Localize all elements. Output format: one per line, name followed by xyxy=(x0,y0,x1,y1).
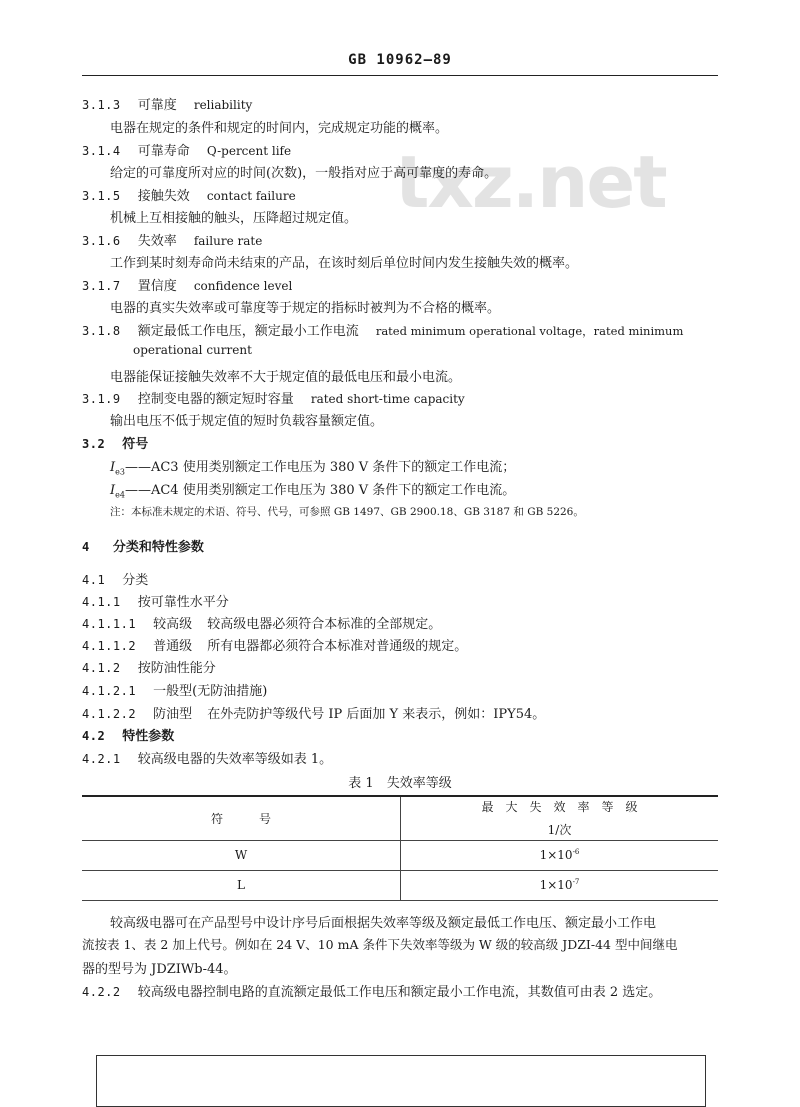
term-en: reliability xyxy=(193,98,253,112)
term-cn: 置信度 xyxy=(137,279,177,294)
table-caption: 表 1 失效率等级 xyxy=(348,776,452,791)
section-text: 较高级电器的失效率等级如表 1。 xyxy=(137,752,333,767)
next-table-frame xyxy=(96,1055,706,1107)
level-text: 所有电器都必须符合本标准对普通级的规定。 xyxy=(207,639,468,654)
symbol-ie4 xyxy=(110,479,515,500)
definition-3-1-6: 工作到某时刻寿命尚未结束的产品，在该时刻后单位时间内发生接触失效的概率。 xyxy=(110,256,579,271)
level-text: 较高级电器必须符合本标准的全部规定。 xyxy=(207,617,442,632)
paragraph-line-2: 流按表 1、表 2 加上代号。例如在 24 V、10 mA 条件下失效率等级为 W 级的较高级 JDZI-44 型中间继电 xyxy=(82,937,678,952)
section-number: 3.1.5 xyxy=(82,189,121,203)
section-number: 3.1.6 xyxy=(82,234,121,248)
term-en: Q-percent life xyxy=(206,144,292,158)
term-en: rated minimum operational voltage，rated minimum xyxy=(375,324,684,338)
term-en: failure rate xyxy=(193,234,263,248)
section-4-1-2-1 xyxy=(82,680,267,699)
section-number: 3.1.9 xyxy=(82,392,121,406)
section-4-1-1-2 xyxy=(82,635,467,654)
section-3-1-7 xyxy=(82,275,292,294)
row-rate xyxy=(401,870,719,900)
type-label: 防油型 xyxy=(153,707,193,722)
section-3-2-heading xyxy=(82,433,148,452)
section-number: 4.1.2.1 xyxy=(82,684,137,698)
section-number: 3.1.3 xyxy=(82,98,121,112)
rate-exponent: -7 xyxy=(572,878,580,886)
paragraph-line-3: 器的型号为 JDZIWb-44。 xyxy=(82,962,237,977)
table-row xyxy=(82,870,718,900)
row-rate xyxy=(401,840,719,870)
table-row xyxy=(82,840,718,870)
section-number: 4.1.1.1 xyxy=(82,617,137,631)
header-max-failure-rate xyxy=(401,796,719,840)
definition-3-1-5: 机械上互相接触的触头，压降超过规定值。 xyxy=(110,211,358,226)
section-4-1-1-1 xyxy=(82,613,441,632)
section-number: 4 xyxy=(82,540,90,554)
section-number: 4.1.2 xyxy=(82,661,121,675)
term-en-continued: operational current xyxy=(133,343,252,357)
note: 注：本标准未规定的术语、符号、代号，可参照 GB 1497、GB 2900.18、GB 3187 和 GB 5226。 xyxy=(110,506,584,518)
type-text: 在外壳防护等级代号 IP 后面加 Y 来表示，例如：IPY54。 xyxy=(207,707,546,722)
definition-3-1-9: 输出电压不低于规定值的短时负载容量额定值。 xyxy=(110,414,384,429)
term-cn: 额定最低工作电压，额定最小工作电流 xyxy=(137,324,359,339)
section-title: 符号 xyxy=(122,437,149,452)
section-3-1-8 xyxy=(82,320,683,339)
symbol-letter: I xyxy=(110,460,116,475)
section-number: 3.1.8 xyxy=(82,324,121,338)
failure-rate-table xyxy=(82,795,718,901)
term-cn: 控制变电器的额定短时容量 xyxy=(137,392,294,407)
rate-base: 1×10 xyxy=(539,878,573,892)
level-label: 普通级 xyxy=(153,639,193,654)
section-title: 按防油性能分 xyxy=(137,661,216,676)
section-number: 4.2.2 xyxy=(82,985,121,999)
section-number: 4.1.1 xyxy=(82,595,121,609)
definition-3-1-4: 给定的可靠度所对应的时间(次数)，一般指对应于高可靠度的寿命。 xyxy=(110,166,498,181)
section-number: 4.1 xyxy=(82,573,106,587)
header-line2: 1/次 xyxy=(547,823,572,838)
section-number: 3.1.4 xyxy=(82,144,121,158)
term-en: contact failure xyxy=(206,189,296,203)
section-number: 4.2 xyxy=(82,729,106,743)
section-4-2-2 xyxy=(82,981,661,1000)
header-rule xyxy=(82,75,718,76)
section-3-1-6 xyxy=(82,230,262,249)
section-3-1-9 xyxy=(82,388,465,407)
symbol-subscript: e4 xyxy=(115,490,125,500)
type-text: 一般型(无防油措施) xyxy=(153,684,268,699)
section-4-2-1 xyxy=(82,748,332,767)
watermark: txz.net xyxy=(395,140,666,224)
term-cn: 可靠寿命 xyxy=(137,144,190,159)
section-title: 分类和特性参数 xyxy=(112,540,204,555)
section-number: 4.2.1 xyxy=(82,752,121,766)
section-4-1-2 xyxy=(82,657,216,676)
symbol-definition: ——AC3 使用类别额定工作电压为 380 V 条件下的额定工作电流； xyxy=(124,460,516,475)
level-label: 较高级 xyxy=(153,617,193,632)
definition-3-1-7: 电器的真实失效率或可靠度等于规定的指标时被判为不合格的概率。 xyxy=(110,301,501,316)
section-3-1-4 xyxy=(82,140,291,159)
section-text: 较高级电器控制电路的直流额定最低工作电压和额定最小工作电流，其数值可由表 2 选定。 xyxy=(137,985,662,1000)
row-symbol: L xyxy=(82,870,401,900)
section-4-heading xyxy=(82,536,204,555)
header-line1: 最 大 失 效 率 等 级 xyxy=(481,800,638,815)
header-symbol: 符 号 xyxy=(82,796,401,840)
section-title: 特性参数 xyxy=(122,729,175,744)
definition-3-1-8: 电器能保证接触失效率不大于规定值的最低电压和最小电流。 xyxy=(110,370,462,385)
term-cn: 接触失效 xyxy=(137,189,190,204)
rate-exponent: -6 xyxy=(572,848,580,856)
term-en: rated short-time capacity xyxy=(310,392,465,406)
rate-base: 1×10 xyxy=(539,848,573,862)
term-cn: 失效率 xyxy=(137,234,177,249)
section-4-1-2-2 xyxy=(82,703,545,722)
symbol-letter: I xyxy=(110,483,116,498)
definition-3-1-3: 电器在规定的条件和规定的时间内，完成规定功能的概率。 xyxy=(110,121,449,136)
section-number: 4.1.2.2 xyxy=(82,707,137,721)
section-4-1-1 xyxy=(82,591,229,610)
section-4-1 xyxy=(82,569,148,588)
section-number: 4.1.1.2 xyxy=(82,639,137,653)
section-number: 3.2 xyxy=(82,437,106,451)
section-3-1-5 xyxy=(82,185,296,204)
term-cn: 可靠度 xyxy=(137,98,177,113)
section-number: 3.1.7 xyxy=(82,279,121,293)
term-en: confidence level xyxy=(193,279,293,293)
section-4-2-heading xyxy=(82,725,174,744)
symbol-definition: ——AC4 使用类别额定工作电压为 380 V 条件下的额定工作电流。 xyxy=(124,483,516,498)
section-title: 分类 xyxy=(122,573,149,588)
row-symbol: W xyxy=(82,840,401,870)
standard-code-header: GB 10962—89 xyxy=(348,52,452,68)
paragraph-line-1: 较高级电器可在产品型号中设计序号后面根据失效率等级及额定最低工作电压、额定最小工作电 xyxy=(110,916,657,931)
section-3-1-3 xyxy=(82,94,252,113)
section-title: 按可靠性水平分 xyxy=(137,595,229,610)
symbol-ie3 xyxy=(110,456,515,477)
symbol-subscript: e3 xyxy=(115,467,125,477)
table-header-row xyxy=(82,796,718,840)
